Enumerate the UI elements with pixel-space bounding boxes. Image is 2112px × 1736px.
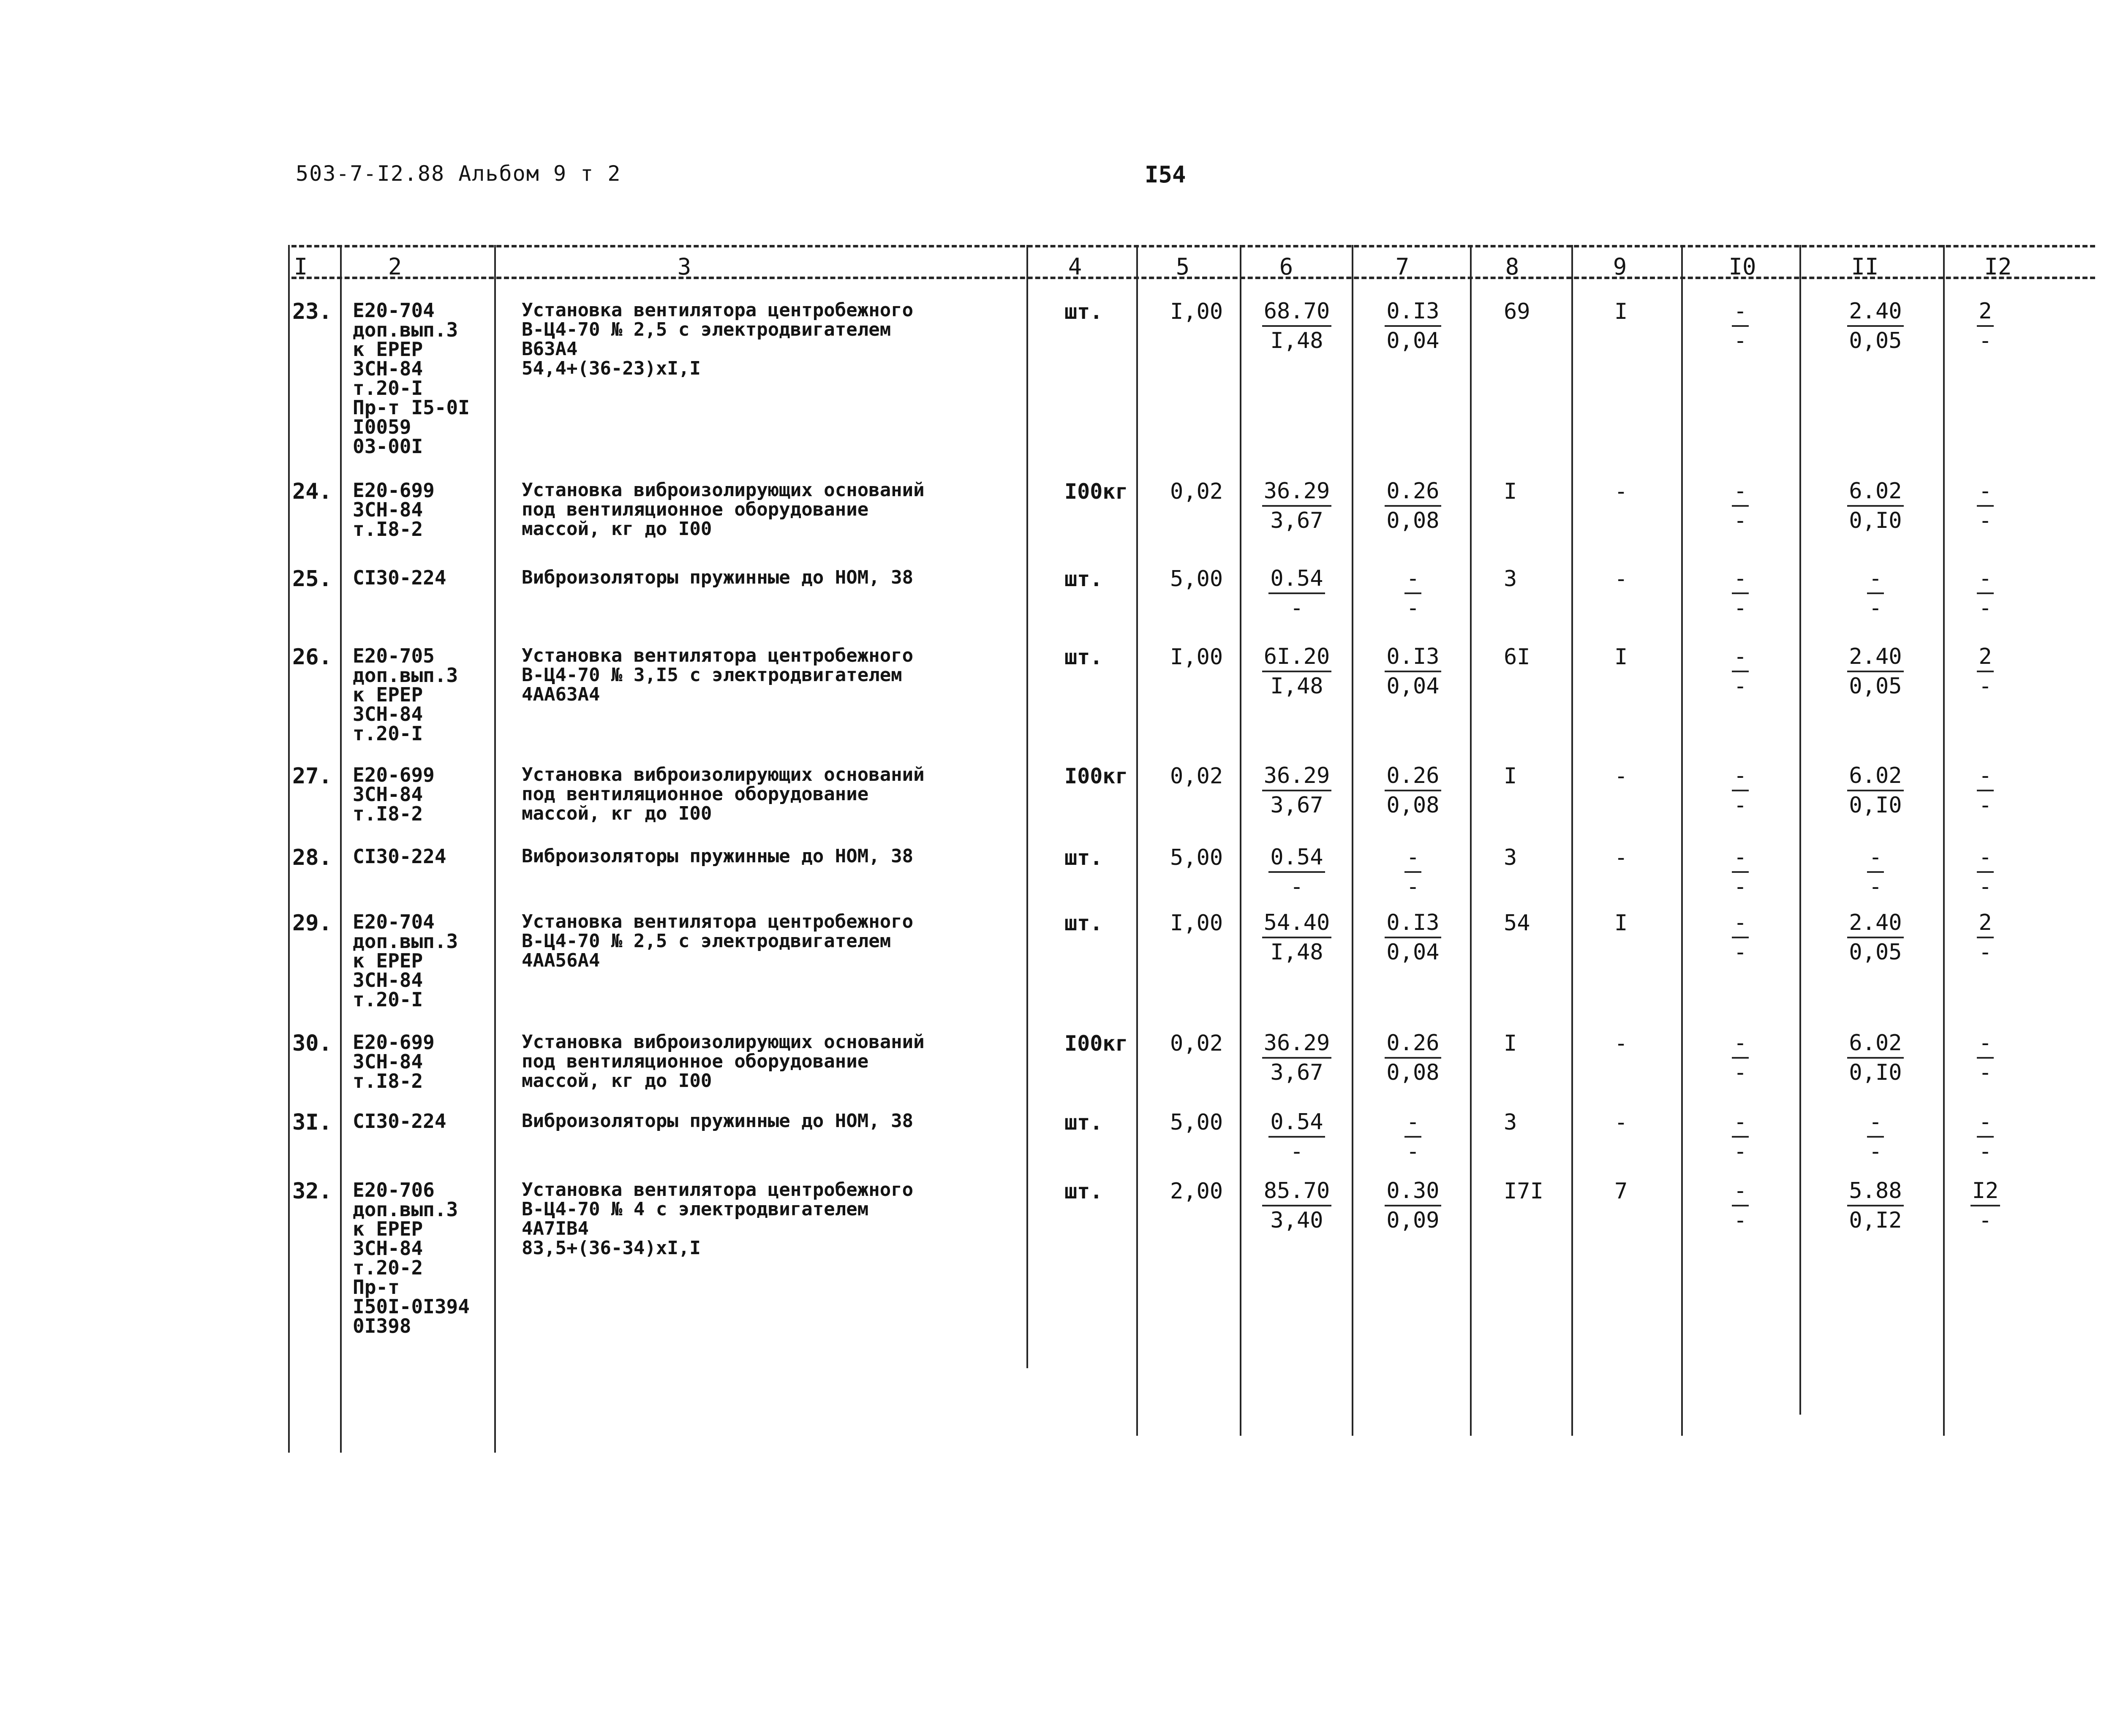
row-unit: шт. bbox=[1064, 645, 1103, 669]
row-col10-top: - bbox=[1732, 843, 1748, 873]
column-header-3: 3 bbox=[677, 253, 691, 280]
row-col6-bottom: 3,40 bbox=[1270, 1208, 1323, 1233]
column-divider bbox=[1352, 245, 1353, 1436]
row-col6-bottom: - bbox=[1290, 1139, 1304, 1164]
column-divider bbox=[1026, 245, 1028, 1368]
column-divider bbox=[340, 245, 342, 1453]
row-description: Виброизоляторы пружинные до НОМ, 38 bbox=[522, 567, 914, 588]
column-header-12: I2 bbox=[1984, 253, 2012, 280]
column-header-9: 9 bbox=[1613, 253, 1627, 280]
row-col11-bottom: 0,I0 bbox=[1849, 793, 1902, 818]
row-col7-bottom: 0,04 bbox=[1386, 940, 1440, 965]
row-col7-top: - bbox=[1404, 1108, 1421, 1138]
row-col6-bottom: - bbox=[1290, 874, 1304, 899]
row-col8: 54 bbox=[1504, 910, 1530, 936]
row-col11-top: - bbox=[1867, 1108, 1883, 1138]
row-col7-top: - bbox=[1404, 843, 1421, 873]
row-description: Установка вентилятора центробежного В-Ц4-70 № 2,5 с электродвигателем 4АА56А4 bbox=[522, 911, 914, 971]
row-col12 bbox=[1935, 762, 2036, 819]
row-col7 bbox=[1362, 762, 1464, 819]
row-col10 bbox=[1690, 1108, 1791, 1165]
row-col10-top: - bbox=[1732, 297, 1748, 327]
row-code: CI30-224 bbox=[353, 1110, 446, 1133]
row-col7 bbox=[1362, 477, 1464, 535]
row-col6-top: 36.29 bbox=[1262, 1029, 1332, 1059]
row-col6-top: 0.54 bbox=[1268, 565, 1325, 594]
row-col7-bottom: 0,08 bbox=[1386, 1060, 1440, 1085]
row-number: 29. bbox=[292, 910, 332, 936]
row-col10-top: - bbox=[1732, 643, 1748, 672]
row-col11-bottom: 0,I2 bbox=[1849, 1208, 1902, 1233]
row-col12-bottom: - bbox=[1979, 328, 1992, 353]
row-code: CI30-224 bbox=[353, 845, 446, 868]
row-col11 bbox=[1825, 909, 1926, 966]
row-col12-bottom: - bbox=[1979, 595, 1992, 621]
row-col11 bbox=[1825, 477, 1926, 535]
row-col12-bottom: - bbox=[1979, 1139, 1992, 1164]
row-col11 bbox=[1825, 643, 1926, 700]
row-description: Виброизоляторы пружинные до НОМ, 38 bbox=[522, 845, 914, 867]
column-header-4: 4 bbox=[1068, 253, 1082, 280]
row-quantity: 0,02 bbox=[1170, 479, 1223, 504]
row-col7-bottom: 0,04 bbox=[1386, 328, 1440, 353]
row-col8: 3 bbox=[1504, 566, 1517, 592]
row-col11-bottom: - bbox=[1869, 874, 1882, 899]
row-col6-top: 0.54 bbox=[1268, 843, 1325, 873]
row-col10 bbox=[1690, 843, 1791, 901]
row-col9: - bbox=[1614, 845, 1628, 870]
row-number: 26. bbox=[292, 644, 332, 670]
row-col9: I bbox=[1614, 644, 1628, 670]
column-divider bbox=[1943, 245, 1945, 1436]
row-col12-bottom: - bbox=[1979, 1208, 1992, 1233]
row-col11 bbox=[1825, 762, 1926, 819]
row-col11-bottom: 0,I0 bbox=[1849, 508, 1902, 533]
row-col7 bbox=[1362, 909, 1464, 966]
row-col7-top: - bbox=[1404, 565, 1421, 594]
row-col11 bbox=[1825, 1029, 1926, 1087]
row-col11-bottom: 0,I0 bbox=[1849, 1060, 1902, 1085]
row-col8: I7I bbox=[1504, 1179, 1543, 1204]
row-col10-bottom: - bbox=[1734, 1208, 1747, 1233]
row-col12-bottom: - bbox=[1979, 874, 1992, 899]
row-col7-top: 0.26 bbox=[1385, 477, 1441, 507]
column-divider bbox=[1571, 245, 1573, 1436]
row-col6-bottom: - bbox=[1290, 595, 1304, 621]
row-col12-bottom: - bbox=[1979, 674, 1992, 699]
row-col11-top: 6.02 bbox=[1847, 477, 1903, 507]
row-col11-top: 6.02 bbox=[1847, 1029, 1903, 1059]
row-col11 bbox=[1825, 297, 1926, 355]
row-quantity: I,00 bbox=[1170, 910, 1223, 936]
row-quantity: I,00 bbox=[1170, 299, 1223, 324]
row-col6-top: 54.40 bbox=[1262, 909, 1332, 938]
row-col8: 3 bbox=[1504, 845, 1517, 870]
row-description: Установка вентилятора центробежного В-Ц4-70 № 4 с электродвигателем 4А7IВ4 83,5+(36-34)хI,I bbox=[522, 1179, 914, 1259]
column-divider bbox=[1470, 245, 1472, 1436]
row-col6-bottom: I,48 bbox=[1270, 328, 1323, 353]
row-number: 24. bbox=[292, 479, 332, 504]
row-col7-top: 0.26 bbox=[1385, 762, 1441, 791]
row-col6-top: 36.29 bbox=[1262, 762, 1332, 791]
row-number: 25. bbox=[292, 566, 332, 592]
row-col7 bbox=[1362, 1029, 1464, 1087]
row-description: Установка виброизолирующих оснований под вентиляционное оборудование массой, кг до I00 bbox=[522, 479, 925, 540]
row-unit: I00кг bbox=[1064, 1031, 1128, 1056]
row-quantity: I,00 bbox=[1170, 644, 1223, 670]
row-description: Установка вентилятора центробежного В-Ц4-70 № 3,I5 с электродвигателем 4АА63А4 bbox=[522, 645, 914, 705]
row-col6 bbox=[1246, 297, 1347, 355]
row-description: Установка виброизолирующих оснований под вентиляционное оборудование массой, кг до I00 bbox=[522, 764, 925, 824]
row-col10-bottom: - bbox=[1734, 674, 1747, 699]
row-unit: шт. bbox=[1064, 567, 1103, 591]
column-header-5: 5 bbox=[1176, 253, 1190, 280]
column-header-11: II bbox=[1851, 253, 1879, 280]
row-col6 bbox=[1246, 909, 1347, 966]
row-col10-top: - bbox=[1732, 762, 1748, 791]
row-col10-top: - bbox=[1732, 477, 1748, 507]
row-code: E20-699 3СН-84 т.I8-2 bbox=[353, 479, 435, 541]
row-col7-top: 0.I3 bbox=[1385, 297, 1441, 327]
row-col11-bottom: 0,05 bbox=[1849, 940, 1902, 965]
row-col12 bbox=[1935, 1029, 2036, 1087]
row-unit: I00кг bbox=[1064, 479, 1128, 504]
row-code: E20-706 доп.вып.3 к ЕРЕР 3СН-84 т.20-2 Пр-т I50I-0I394 0I398 bbox=[353, 1179, 470, 1337]
row-col10-bottom: - bbox=[1734, 874, 1747, 899]
row-col7-bottom: - bbox=[1406, 874, 1420, 899]
row-col8: 69 bbox=[1504, 299, 1530, 324]
row-col10-top: - bbox=[1732, 909, 1748, 938]
row-col6-bottom: 3,67 bbox=[1270, 1060, 1323, 1085]
column-header-2: 2 bbox=[388, 253, 402, 280]
row-col10 bbox=[1690, 477, 1791, 535]
row-col12-top: 2 bbox=[1977, 643, 1993, 672]
row-col12 bbox=[1935, 565, 2036, 622]
row-col10-bottom: - bbox=[1734, 595, 1747, 621]
row-unit: шт. bbox=[1064, 1179, 1103, 1204]
row-col10 bbox=[1690, 909, 1791, 966]
row-col9: - bbox=[1614, 1110, 1628, 1135]
row-quantity: 2,00 bbox=[1170, 1179, 1223, 1204]
column-divider bbox=[1136, 245, 1138, 1436]
row-col12 bbox=[1935, 909, 2036, 966]
column-header-1: I bbox=[294, 253, 308, 280]
row-col12 bbox=[1935, 843, 2036, 901]
row-col8: 6I bbox=[1504, 644, 1530, 670]
row-col11 bbox=[1825, 843, 1926, 901]
row-col12-bottom: - bbox=[1979, 940, 1992, 965]
row-col6 bbox=[1246, 477, 1347, 535]
row-col6-top: 36.29 bbox=[1262, 477, 1332, 507]
row-code: E20-704 доп.вып.3 к ЕРЕР 3СН-84 т.20-I bbox=[353, 910, 458, 1011]
row-code: E20-699 3СН-84 т.I8-2 bbox=[353, 763, 435, 825]
row-col12 bbox=[1935, 1177, 2036, 1234]
row-col9: - bbox=[1614, 763, 1628, 789]
row-col10-top: - bbox=[1732, 565, 1748, 594]
row-col10 bbox=[1690, 1029, 1791, 1087]
row-col6 bbox=[1246, 762, 1347, 819]
row-col8: I bbox=[1504, 479, 1517, 504]
row-col12 bbox=[1935, 1108, 2036, 1165]
row-col10 bbox=[1690, 565, 1791, 622]
row-col6-bottom: I,48 bbox=[1270, 674, 1323, 699]
row-col12-top: 2 bbox=[1977, 909, 1993, 938]
row-quantity: 5,00 bbox=[1170, 566, 1223, 592]
row-col6-top: 6I.20 bbox=[1262, 643, 1332, 672]
row-col7 bbox=[1362, 643, 1464, 700]
row-description: Установка виброизолирующих оснований под вентиляционное оборудование массой, кг до I00 bbox=[522, 1031, 925, 1092]
column-header-7: 7 bbox=[1395, 253, 1410, 280]
row-col9: I bbox=[1614, 910, 1628, 936]
row-col7 bbox=[1362, 297, 1464, 355]
row-unit: шт. bbox=[1064, 845, 1103, 870]
document-title: 503-7-I2.88 Альбом 9 т 2 bbox=[296, 161, 621, 186]
row-quantity: 5,00 bbox=[1170, 1110, 1223, 1135]
row-description: Виброизоляторы пружинные до НОМ, 38 bbox=[522, 1110, 914, 1132]
row-col6-top: 0.54 bbox=[1268, 1108, 1325, 1138]
row-col12-bottom: - bbox=[1979, 508, 1992, 533]
row-col10 bbox=[1690, 1177, 1791, 1234]
row-col10-bottom: - bbox=[1734, 508, 1747, 533]
row-quantity: 0,02 bbox=[1170, 763, 1223, 789]
page-number: I54 bbox=[1145, 161, 1186, 188]
row-col9: - bbox=[1614, 566, 1628, 592]
row-col7 bbox=[1362, 1177, 1464, 1234]
row-number: 28. bbox=[292, 845, 332, 870]
row-col12-top: - bbox=[1977, 477, 1993, 507]
row-col11-top: 5.88 bbox=[1847, 1177, 1903, 1206]
row-col12-top: - bbox=[1977, 565, 1993, 594]
row-col12-top: - bbox=[1977, 762, 1993, 791]
row-col10-bottom: - bbox=[1734, 1060, 1747, 1085]
row-col6 bbox=[1246, 1108, 1347, 1165]
row-col7-bottom: 0,08 bbox=[1386, 793, 1440, 818]
row-col10-bottom: - bbox=[1734, 328, 1747, 353]
row-col7-bottom: 0,04 bbox=[1386, 674, 1440, 699]
row-col6-top: 85.70 bbox=[1262, 1177, 1332, 1206]
row-col6 bbox=[1246, 1177, 1347, 1234]
row-col6-bottom: 3,67 bbox=[1270, 793, 1323, 818]
row-col11-top: 6.02 bbox=[1847, 762, 1903, 791]
row-col7 bbox=[1362, 565, 1464, 622]
row-col7-top: 0.I3 bbox=[1385, 643, 1441, 672]
row-quantity: 0,02 bbox=[1170, 1031, 1223, 1056]
row-col9: - bbox=[1614, 1031, 1628, 1056]
row-col10-bottom: - bbox=[1734, 793, 1747, 818]
row-number: 30. bbox=[292, 1031, 332, 1056]
row-col7-top: 0.I3 bbox=[1385, 909, 1441, 938]
row-col6-bottom: I,48 bbox=[1270, 940, 1323, 965]
row-number: 27. bbox=[292, 763, 332, 789]
column-divider bbox=[494, 245, 496, 1453]
row-col6 bbox=[1246, 1029, 1347, 1087]
row-code: CI30-224 bbox=[353, 566, 446, 589]
row-col12 bbox=[1935, 643, 2036, 700]
row-col11-bottom: 0,05 bbox=[1849, 674, 1902, 699]
row-col6 bbox=[1246, 843, 1347, 901]
row-quantity: 5,00 bbox=[1170, 845, 1223, 870]
row-col11 bbox=[1825, 1108, 1926, 1165]
row-col7-bottom: - bbox=[1406, 595, 1420, 621]
row-col10-top: - bbox=[1732, 1108, 1748, 1138]
row-col12-top: - bbox=[1977, 1029, 1993, 1059]
row-col11-top: 2.40 bbox=[1847, 909, 1903, 938]
row-col11-top: 2.40 bbox=[1847, 297, 1903, 327]
column-divider bbox=[1681, 245, 1683, 1436]
row-col11-bottom: - bbox=[1869, 595, 1882, 621]
row-col7-top: 0.30 bbox=[1385, 1177, 1441, 1206]
row-description: Установка вентилятора центробежного В-Ц4-70 № 2,5 с электродвигателем В63А4 54,4+(36-23)хI,I bbox=[522, 299, 914, 379]
row-unit: шт. bbox=[1064, 1110, 1103, 1135]
column-divider bbox=[1799, 245, 1801, 1415]
row-col7-bottom: 0,09 bbox=[1386, 1208, 1440, 1233]
row-code: E20-699 3СН-84 т.I8-2 bbox=[353, 1031, 435, 1092]
row-col6 bbox=[1246, 565, 1347, 622]
row-col11 bbox=[1825, 565, 1926, 622]
row-code: E20-704 доп.вып.3 к ЕРЕР 3СН-84 т.20-I Пр-т I5-0I I0059 03-00I bbox=[353, 299, 470, 458]
row-col12 bbox=[1935, 297, 2036, 355]
row-col11 bbox=[1825, 1177, 1926, 1234]
row-col12-top: I2 bbox=[1970, 1177, 2000, 1206]
row-col7 bbox=[1362, 843, 1464, 901]
row-number: 32. bbox=[292, 1179, 332, 1204]
row-col11-top: 2.40 bbox=[1847, 643, 1903, 672]
row-number: 23. bbox=[292, 299, 332, 324]
row-col10-bottom: - bbox=[1734, 1139, 1747, 1164]
row-col12-bottom: - bbox=[1979, 1060, 1992, 1085]
row-col11-top: - bbox=[1867, 843, 1883, 873]
header-rule-top bbox=[291, 245, 2095, 247]
row-col11-bottom: 0,05 bbox=[1849, 328, 1902, 353]
row-col12-top: - bbox=[1977, 1108, 1993, 1138]
row-unit: I00кг bbox=[1064, 764, 1128, 788]
row-col6-top: 68.70 bbox=[1262, 297, 1332, 327]
row-col9: 7 bbox=[1614, 1179, 1628, 1204]
row-col10-top: - bbox=[1732, 1029, 1748, 1059]
row-col10 bbox=[1690, 762, 1791, 819]
row-col12-bottom: - bbox=[1979, 793, 1992, 818]
row-col12-top: 2 bbox=[1977, 297, 1993, 327]
row-col8: I bbox=[1504, 1031, 1517, 1056]
column-header-6: 6 bbox=[1279, 253, 1293, 280]
row-col7 bbox=[1362, 1108, 1464, 1165]
row-col10 bbox=[1690, 643, 1791, 700]
column-header-8: 8 bbox=[1505, 253, 1519, 280]
row-col10-bottom: - bbox=[1734, 940, 1747, 965]
row-col9: - bbox=[1614, 479, 1628, 504]
row-col10-top: - bbox=[1732, 1177, 1748, 1206]
row-col12-top: - bbox=[1977, 843, 1993, 873]
row-col11-top: - bbox=[1867, 565, 1883, 594]
column-divider bbox=[288, 245, 290, 1453]
row-col9: I bbox=[1614, 299, 1628, 324]
row-col12 bbox=[1935, 477, 2036, 535]
row-col8: 3 bbox=[1504, 1110, 1517, 1135]
row-unit: шт. bbox=[1064, 911, 1103, 935]
row-unit: шт. bbox=[1064, 299, 1103, 324]
row-number: 3I. bbox=[292, 1110, 332, 1135]
row-col6-bottom: 3,67 bbox=[1270, 508, 1323, 533]
row-col11-bottom: - bbox=[1869, 1139, 1882, 1164]
row-col7-bottom: - bbox=[1406, 1139, 1420, 1164]
column-header-10: I0 bbox=[1728, 253, 1756, 280]
row-col8: I bbox=[1504, 763, 1517, 789]
row-col7-bottom: 0,08 bbox=[1386, 508, 1440, 533]
row-code: E20-705 доп.вып.3 к ЕРЕР 3СН-84 т.20-I bbox=[353, 644, 458, 745]
row-col10 bbox=[1690, 297, 1791, 355]
row-col7-top: 0.26 bbox=[1385, 1029, 1441, 1059]
row-col6 bbox=[1246, 643, 1347, 700]
column-divider bbox=[1240, 245, 1241, 1436]
